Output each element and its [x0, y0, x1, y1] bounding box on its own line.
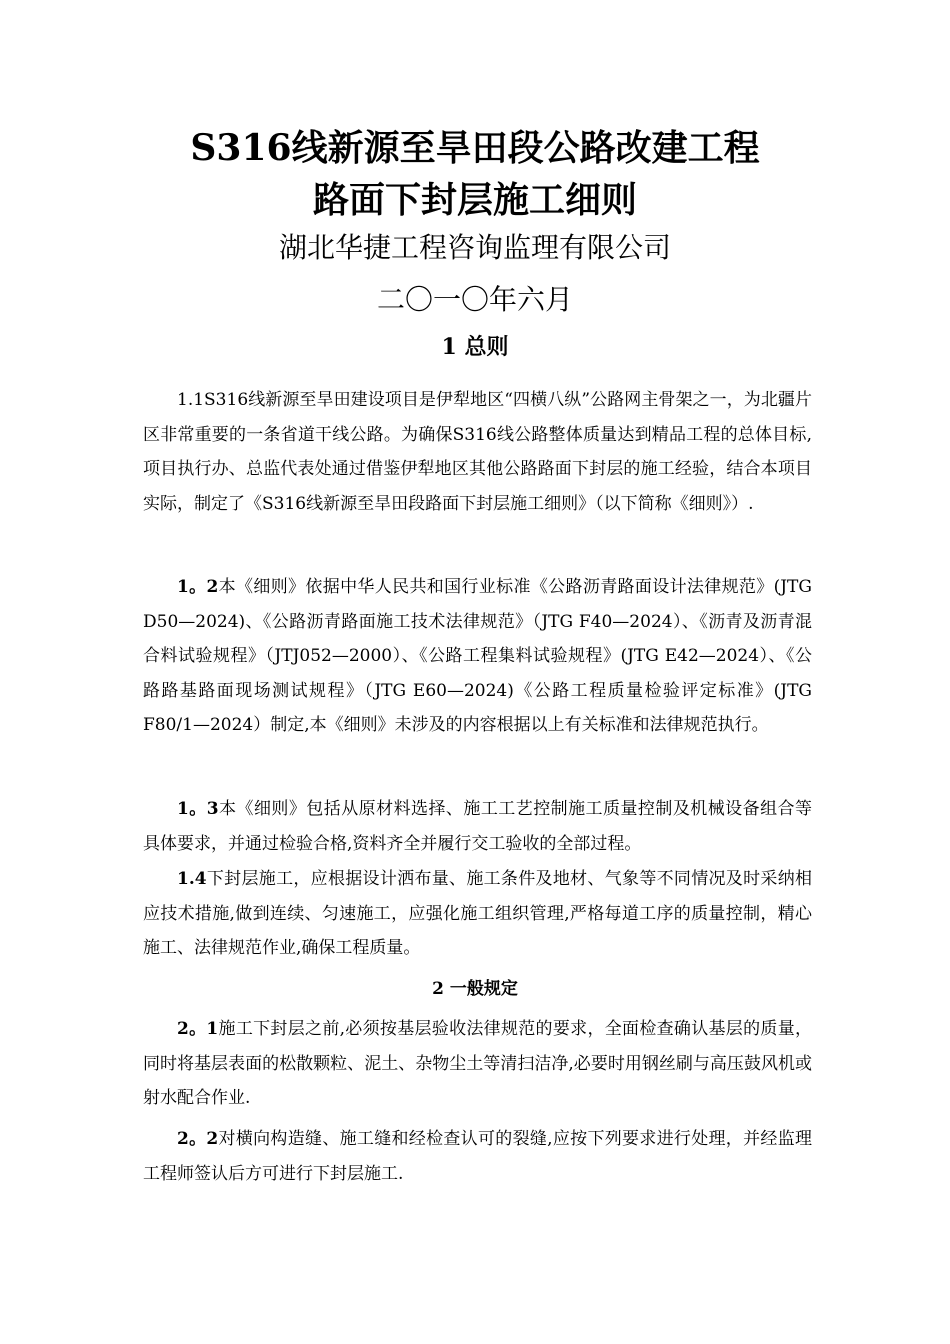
paragraph-text: 本《细则》依据中华人民共和国行业标准《公路沥青路面设计法律规范》(JTG D50—2024)、《公路沥青路面施工技术法律规范》（JTG F40—2024）、《沥青及沥青混合料试验规程》（JTJ052—2000）、《公路工程集料试验规程》(JTG E42—2024）、《公路路基路面现场测试规程》（JTG E60—2024)《公路工程质量检验评定标准》(JTG F80/1—2024）制定,本《细则》未涉及的内容根据以上有关标准和法律规范执行。	[143, 577, 812, 735]
document-title-line1: S316线新源至旱田段公路改建工程	[190, 127, 760, 169]
paragraph-1-3	[143, 792, 812, 861]
paragraph-number: 1。3	[177, 799, 219, 819]
document-title-line2: 路面下封层施工细则	[312, 179, 637, 221]
paragraph-2-1	[143, 1012, 812, 1116]
paragraph-number: 2。2	[177, 1129, 219, 1149]
paragraph-text: 1.1S316线新源至旱田建设项目是伊犁地区“四横八纵”公路网主骨架之一，为北疆片区非常重要的一条省道干线公路。为确保S316线公路整体质量达到精品工程的总体目标,项目执行办、总监代表处通过借鉴伊犁地区其他公路路面下封层的施工经验，结合本项目实际，制定了《S316线新源至旱田段路面下封层施工细则》（以下简称《细则》）.	[143, 390, 812, 514]
organization-name: 湖北华捷工程咨询监理有限公司	[278, 231, 671, 264]
section-heading-general: 1 总则	[441, 334, 509, 360]
paragraph-text: 施工下封层之前,必须按基层验收法律规范的要求，全面检查确认基层的质量，同时将基层表面的松散颗粒、泥土、杂物尘土等清扫洁净,必要时用钢丝刷与高压鼓风机或射水配合作业.	[143, 1019, 812, 1108]
paragraph-text: 下封层施工，应根据设计洒布量、施工条件及地材、气象等不同情况及时采纳相应技术措施,做到连续、匀速施工，应强化施工组织管理,严格每道工序的质量控制，精心施工、法律规范作业,确保工程质量。	[143, 869, 812, 958]
paragraph-1-1	[143, 383, 812, 521]
document-date: 二〇一〇年六月	[376, 283, 573, 316]
paragraph-number: 2。1	[177, 1019, 219, 1039]
section-heading-general-rules: 2 一般规定	[432, 979, 518, 999]
paragraph-number: 1。2	[177, 577, 219, 597]
paragraph-1-4	[143, 862, 812, 966]
paragraph-text: 本《细则》包括从原材料选择、施工工艺控制施工质量控制及机械设备组合等具体要求，并通过检验合格,资料齐全并履行交工验收的全部过程。	[143, 799, 812, 854]
paragraph-number: 1.4	[177, 869, 207, 889]
paragraph-2-2	[143, 1122, 812, 1191]
paragraph-1-2	[143, 570, 812, 743]
paragraph-text: 对横向构造缝、施工缝和经检查认可的裂缝,应按下列要求进行处理，并经监理工程师签认后方可进行下封层施工.	[143, 1129, 812, 1184]
